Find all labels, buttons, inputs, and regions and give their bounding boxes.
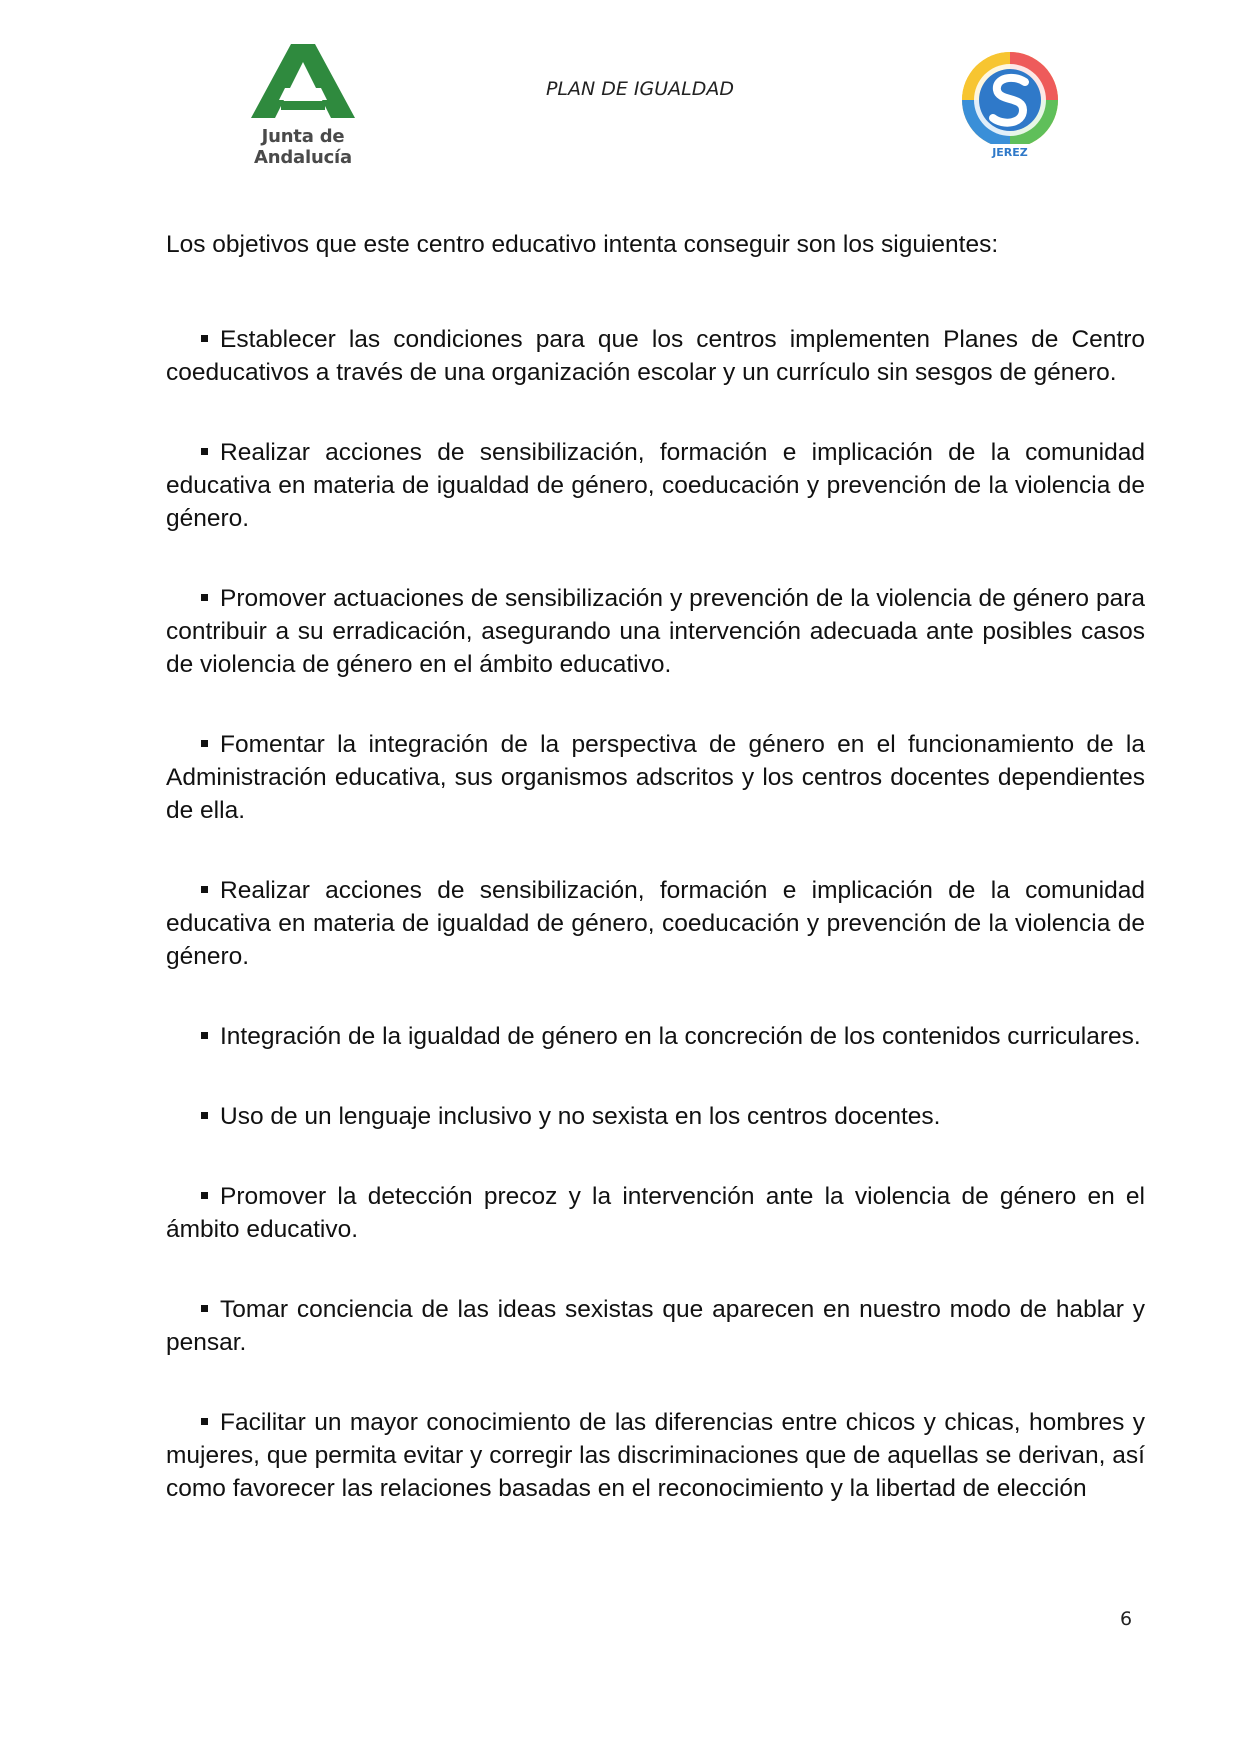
square-bullet-icon — [201, 594, 208, 601]
objective-text: Promover la detección precoz y la intervención ante la violencia de género en el ámbito educativo. — [166, 1183, 1145, 1243]
objective-item — [166, 1180, 1145, 1246]
objective-text: Realizar acciones de sensibilización, formación e implicación de la comunidad educativa en materia de igualdad de género, coeducación y prevención de la violencia de género. — [166, 439, 1145, 532]
junta-de-andalucia-emblem-icon — [251, 44, 355, 122]
objective-text: Integración de la igualdad de género en la concreción de los contenidos curriculares. — [220, 1023, 1141, 1050]
page-header — [0, 0, 1241, 170]
intro-paragraph: Los objetivos que este centro educativo intenta conseguir son los siguientes: — [166, 231, 999, 258]
square-bullet-icon — [201, 1305, 208, 1312]
square-bullet-icon — [201, 886, 208, 893]
document-header-title: PLAN DE IGUALDAD — [545, 78, 735, 100]
square-bullet-icon — [201, 1418, 208, 1425]
objective-text: Tomar conciencia de las ideas sexistas que aparecen en nuestro modo de hablar y pensar. — [166, 1296, 1145, 1356]
square-bullet-icon — [201, 448, 208, 455]
page-number: 6 — [1120, 1608, 1133, 1630]
junta-de-andalucia-logo — [213, 44, 393, 168]
objective-item — [166, 728, 1145, 827]
svg-text:JEREZ: JEREZ — [992, 146, 1028, 159]
junta-de-andalucia-wordmark: Junta de Andalucía — [254, 126, 352, 168]
objective-item — [166, 1293, 1145, 1359]
document-body — [166, 228, 1145, 1552]
square-bullet-icon — [201, 335, 208, 342]
objective-text: Fomentar la integración de la perspectiva de género en el funcionamiento de la Administración educativa, sus organismos adscritos y los centros docentes dependientes de ella. — [166, 731, 1145, 824]
objective-item — [166, 323, 1145, 389]
objective-text: Uso de un lenguaje inclusivo y no sexista en los centros docentes. — [220, 1103, 941, 1130]
objective-text: Establecer las condiciones para que los centros implementen Planes de Centro coeducativos a través de una organización escolar y un currículo sin sesgos de género. — [166, 326, 1145, 386]
square-bullet-icon — [201, 1032, 208, 1039]
objective-item — [166, 582, 1145, 681]
square-bullet-icon — [201, 1192, 208, 1199]
ies-fernando-savater-logo — [955, 48, 1065, 160]
school-emblem-icon — [955, 48, 1065, 160]
objective-item — [166, 436, 1145, 535]
square-bullet-icon — [201, 1112, 208, 1119]
objective-item — [166, 1406, 1145, 1505]
objective-text: Realizar acciones de sensibilización, formación e implicación de la comunidad educativa en materia de igualdad de género, coeducación y prevención de la violencia de género. — [166, 877, 1145, 970]
square-bullet-icon — [201, 740, 208, 747]
objective-text: Facilitar un mayor conocimiento de las diferencias entre chicos y chicas, hombres y mujeres, que permita evitar y corregir las discriminaciones que de aquellas se derivan, así como favorecer las relaciones basadas en el reconocimiento y la libertad de elección — [166, 1409, 1145, 1502]
objective-text: Promover actuaciones de sensibilización y prevención de la violencia de género para contribuir a su erradicación, asegurando una intervención adecuada ante posibles casos de violencia de género en el ámbito educativo. — [166, 585, 1145, 678]
objective-item — [166, 1020, 1145, 1053]
objective-item — [166, 1100, 1145, 1133]
objective-item — [166, 874, 1145, 973]
